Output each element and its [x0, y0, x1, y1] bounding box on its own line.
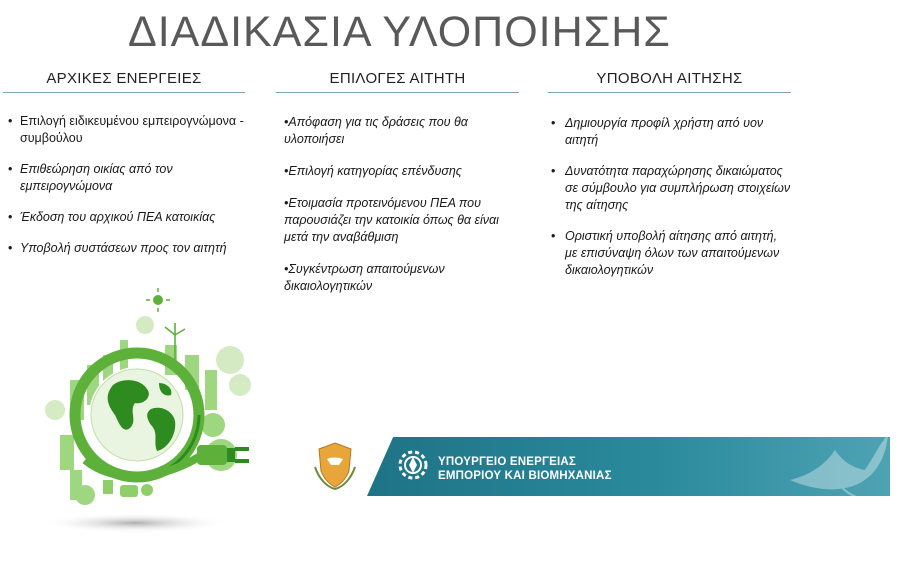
column-heading: ΕΠΙΛΟΓΕΣ ΑΙΤΗΤΗ	[276, 70, 519, 93]
list-item: • Δημιουργία προφίλ χρήστη από υον αιτητή	[551, 116, 764, 147]
column-application-submission	[548, 70, 791, 279]
list-item: • Υποβολή συστάσεων προς τον αιτητή	[8, 241, 227, 255]
column-applicant-options	[276, 70, 519, 295]
ministry-gear-icon	[393, 445, 433, 485]
list-item: •Ετοιμασία προτεινόμενου ΠΕΑ που παρουσιάζει την κατοικία όπως θα είναι μετά την αναβάθμιση	[284, 196, 499, 244]
list-item: •Απόφαση για τις δράσεις που θα υλοποιήσει	[284, 115, 468, 146]
application-submission-list	[548, 115, 791, 279]
cyprus-coat-of-arms-icon	[305, 437, 365, 492]
list-item: • Οριστική υποβολή αίτησης από αιτητή, με επισύναψη όλων των απαιτούμενων δικαιολογητικών	[551, 229, 780, 277]
list-item: • Δυνατότητα παραχώρησης δικαιώματος σε σύμβουλο για συμπλήρωση στοιχείων της αίτησης	[551, 164, 791, 212]
page-title: ΔΙΑΔΙΚΑΣΙΑ ΥΛΟΠΟΙΗΣΗΣ	[128, 8, 671, 56]
list-item: •Συγκέντρωση απαιτούμενων δικαιολογητικών	[284, 262, 445, 293]
ministry-name: ΥΠΟΥΡΓΕΙΟ ΕΝΕΡΓΕΙΑΣ ΕΜΠΟΡΙΟΥ ΚΑΙ ΒΙΟΜΗΧΑΝΙΑΣ	[438, 456, 612, 482]
initial-actions-list	[3, 113, 245, 257]
column-heading: ΥΠΟΒΟΛΗ ΑΙΤΗΣΗΣ	[548, 70, 791, 93]
green-globe-plug-icon	[25, 285, 275, 540]
list-item: • Επιθεώρηση οικίας από τον εμπειρογνώμονα	[8, 162, 173, 193]
list-item: •Επιλογή κατηγορίας επένδυσης	[284, 164, 462, 178]
list-item: • Έκδοση του αρχικού ΠΕΑ κατοικίας	[8, 210, 216, 224]
column-initial-actions	[3, 70, 245, 257]
applicant-options-list	[276, 114, 519, 295]
list-item: • Επιλογή ειδικευμένου εμπειρογνώμονα - συμβούλου	[8, 114, 244, 145]
column-heading: ΑΡΧΙΚΕΣ ΕΝΕΡΓΕΙΕΣ	[3, 70, 245, 93]
dove-icon	[780, 425, 895, 505]
